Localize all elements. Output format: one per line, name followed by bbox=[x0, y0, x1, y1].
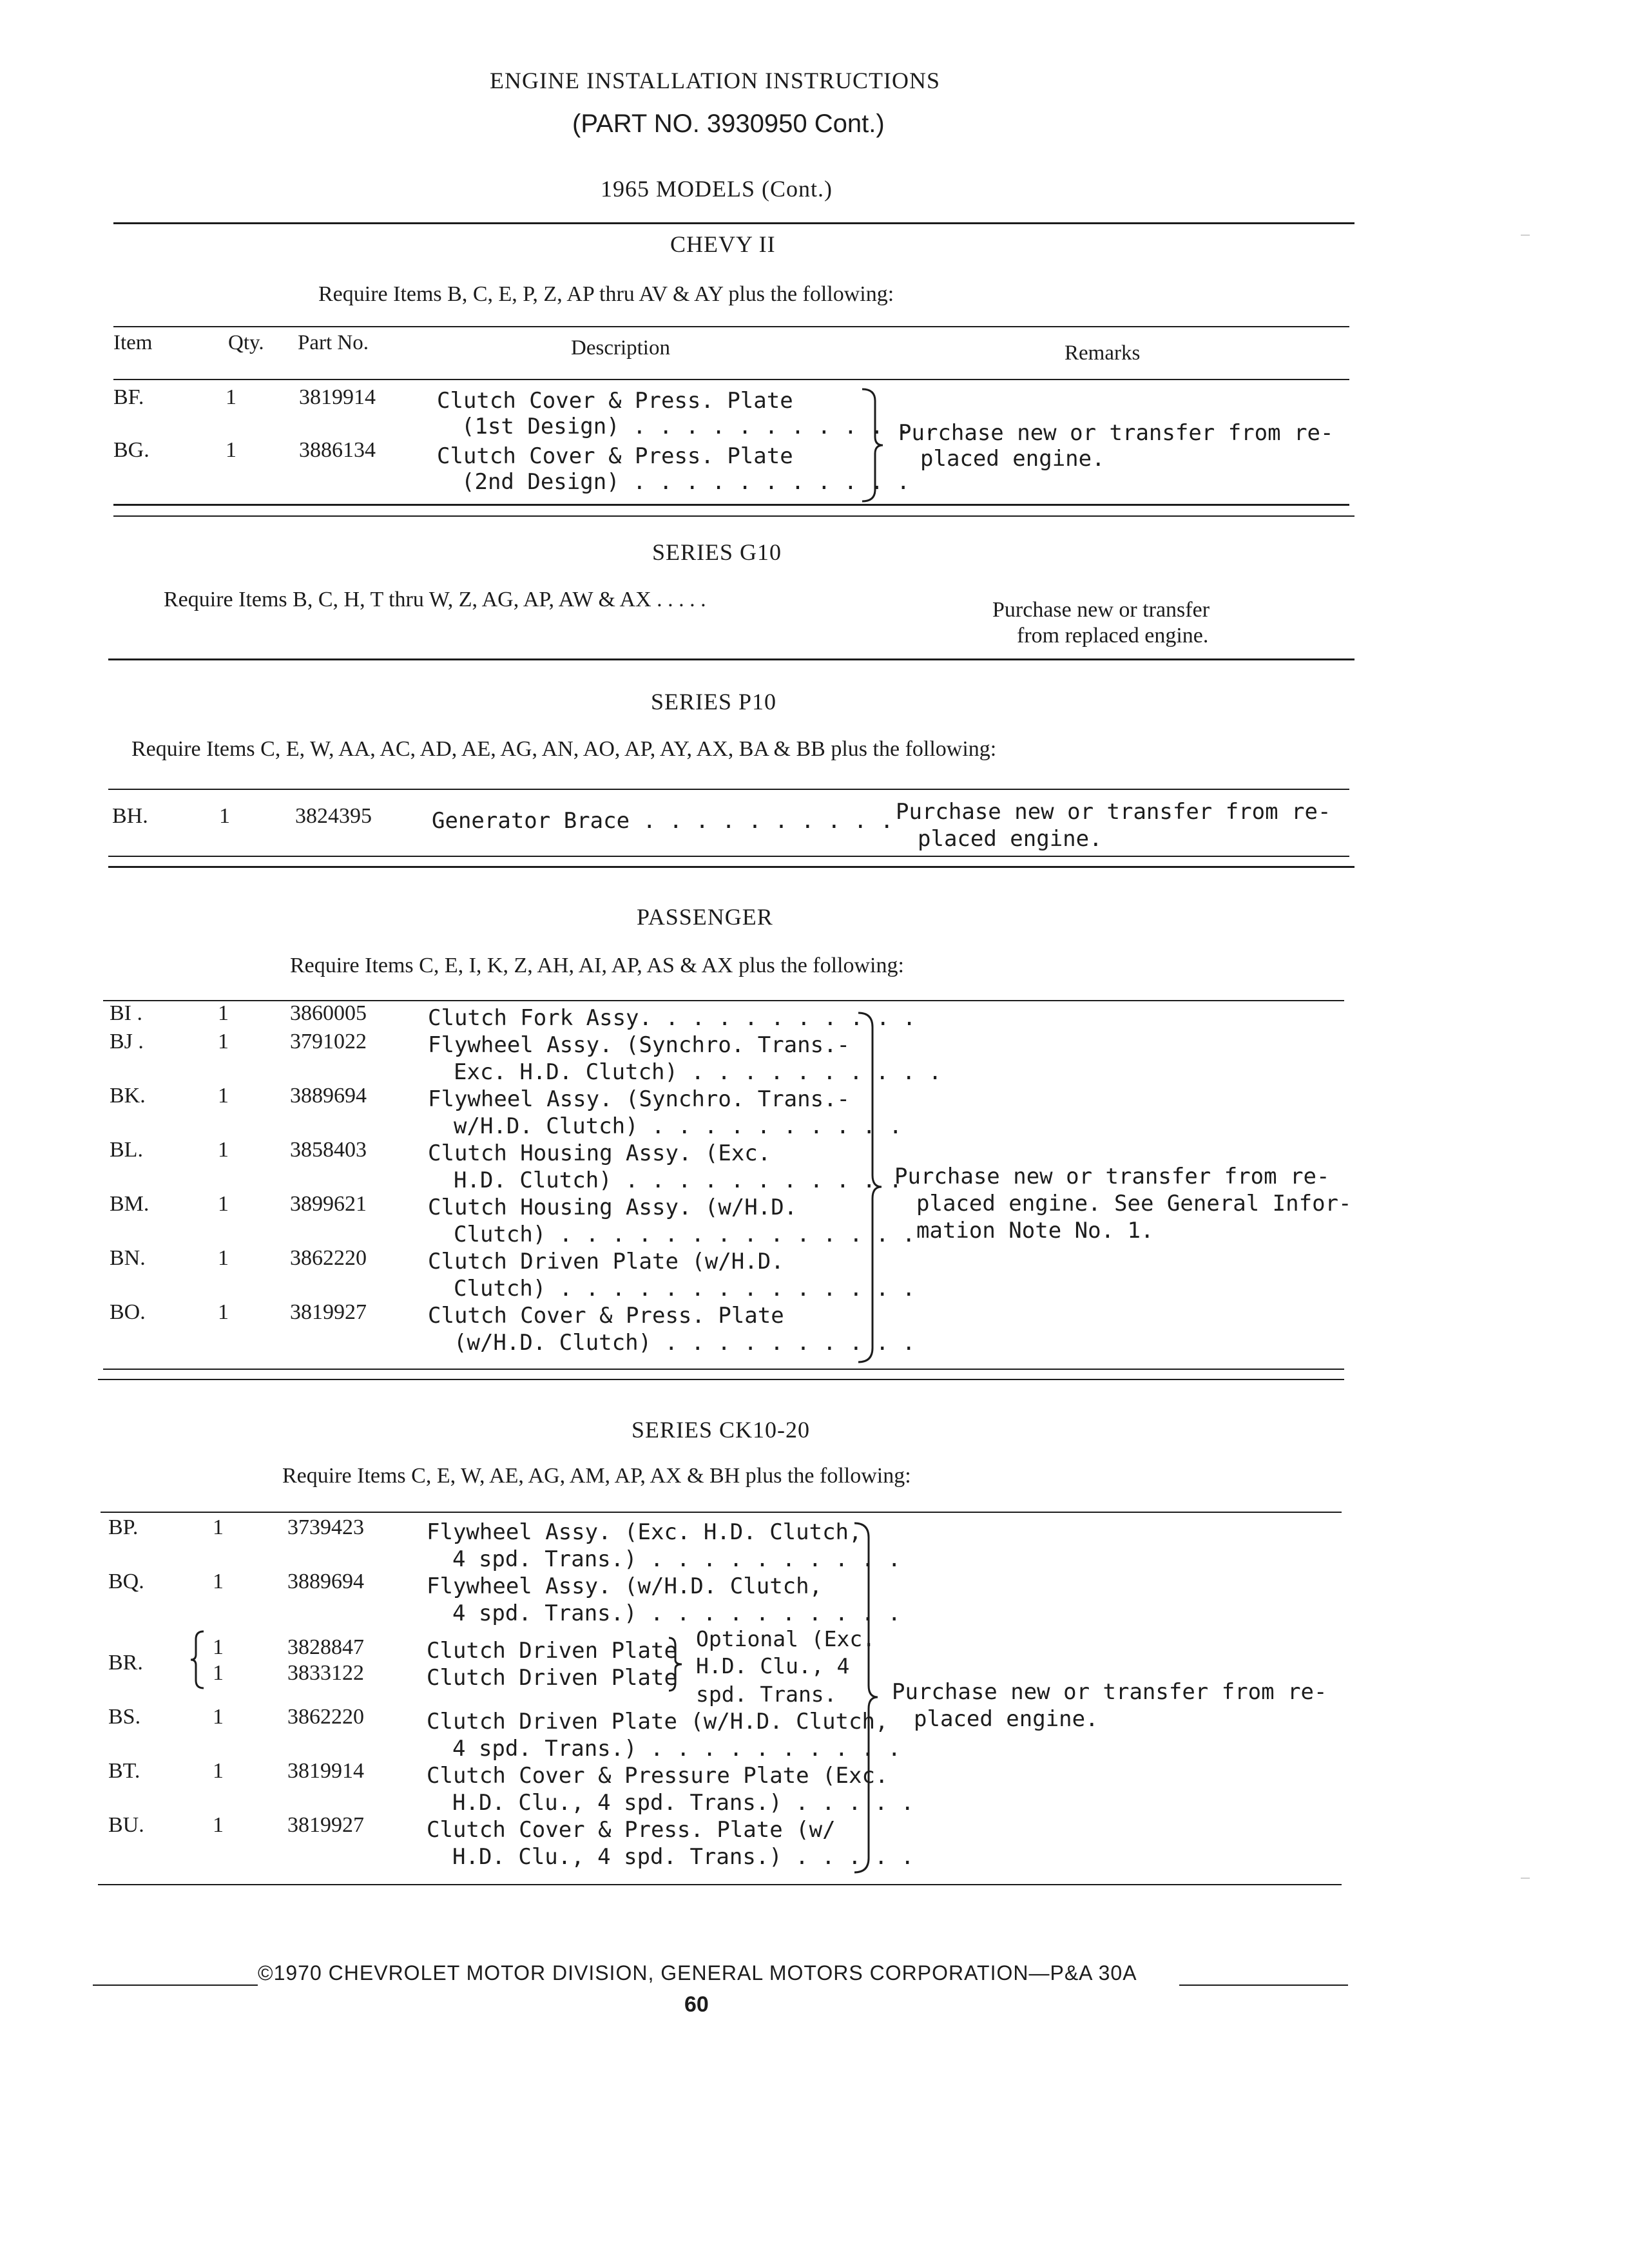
optional-note-continued: spd. Trans. bbox=[696, 1682, 837, 1707]
chevy-ii-requirements: Require Items B, C, E, P, Z, AP thru AV & AY plus the following: bbox=[318, 282, 894, 306]
item-code: BL. bbox=[110, 1138, 143, 1162]
copyright-notice: ©1970 CHEVROLET MOTOR DIVISION, GENERAL MOTORS CORPORATION—P&A 30A bbox=[258, 1961, 1137, 1984]
passenger-requirements: Require Items C, E, I, K, Z, AH, AI, AP, AS & AX plus the following: bbox=[290, 954, 904, 977]
remarks: Purchase new or transfer bbox=[992, 598, 1210, 622]
grouping-brace bbox=[856, 1012, 884, 1363]
g10-requirements: Require Items B, C, H, T thru W, Z, AG, AP, AW & AX . . . . . bbox=[164, 588, 706, 611]
quantity: 1 bbox=[213, 1570, 224, 1593]
item-code: BQ. bbox=[108, 1570, 144, 1593]
description: Flywheel Assy. (Synchro. Trans.- bbox=[428, 1032, 851, 1058]
quantity: 1 bbox=[213, 1635, 224, 1659]
section-title-p10: SERIES P10 bbox=[651, 689, 777, 715]
part-number: 3886134 bbox=[299, 438, 376, 462]
item-code: BI . bbox=[110, 1001, 142, 1025]
quantity: 1 bbox=[218, 1192, 229, 1216]
remarks-continued: mation Note No. 1. bbox=[916, 1218, 1154, 1244]
description: Clutch Cover & Press. Plate (w/ bbox=[427, 1817, 836, 1843]
part-number: 3889694 bbox=[287, 1570, 364, 1593]
part-number: 3899621 bbox=[290, 1192, 367, 1216]
p10-requirements: Require Items C, E, W, AA, AC, AD, AE, AG, AN, AO, AP, AY, AX, BA & BB plus the following: bbox=[131, 737, 997, 761]
quantity: 1 bbox=[213, 1661, 224, 1685]
item-code: BF. bbox=[113, 385, 144, 409]
table-rule bbox=[113, 326, 1349, 327]
description-continued: H.D. Clu., 4 spd. Trans.) . . . . . bbox=[452, 1844, 914, 1870]
description-continued: (1st Design) . . . . . . . . . . . . bbox=[461, 414, 936, 439]
item-code: BT. bbox=[108, 1759, 140, 1783]
section-divider bbox=[98, 1884, 1342, 1885]
description-continued: w/H.D. Clutch) . . . . . . . . . . bbox=[454, 1113, 902, 1139]
part-number: 3791022 bbox=[290, 1030, 367, 1053]
description-continued: H.D. Clu., 4 spd. Trans.) . . . . . bbox=[452, 1790, 914, 1816]
remarks: Purchase new or transfer from re- bbox=[896, 799, 1331, 825]
table-rule bbox=[108, 789, 1349, 790]
remarks-continued: placed engine. bbox=[918, 826, 1103, 852]
grouping-brace bbox=[852, 1522, 880, 1874]
description: Clutch Fork Assy. . . . . . . . . . . bbox=[428, 1005, 916, 1031]
scan-mark bbox=[1521, 235, 1530, 236]
footer-rule-right bbox=[1179, 1984, 1348, 1986]
quantity: 1 bbox=[218, 1001, 229, 1025]
quantity: 1 bbox=[213, 1705, 224, 1729]
description: Clutch Housing Assy. (w/H.D. bbox=[428, 1195, 798, 1220]
item-code: BM. bbox=[110, 1192, 149, 1216]
remarks-continued: placed engine. bbox=[914, 1706, 1099, 1732]
item-code: BN. bbox=[110, 1246, 146, 1270]
quantity: 1 bbox=[219, 804, 230, 828]
part-number: 3862220 bbox=[287, 1705, 364, 1729]
part-number: 3739423 bbox=[287, 1515, 364, 1539]
optional-note: Optional (Exc. bbox=[696, 1626, 876, 1651]
remarks: Purchase new or transfer from re- bbox=[894, 1164, 1330, 1189]
section-divider bbox=[113, 222, 1354, 224]
part-number: 3819927 bbox=[290, 1300, 367, 1324]
part-number: 3824395 bbox=[295, 804, 372, 828]
description: Clutch Driven Plate (w/H.D. bbox=[428, 1249, 784, 1274]
description: Generator Brace . . . . . . . . . . bbox=[432, 808, 894, 834]
part-number: 3858403 bbox=[290, 1138, 367, 1162]
section-title-chevy-ii: CHEVY II bbox=[670, 231, 776, 257]
description-continued: Clutch) . . . . . . . . . . . . . . bbox=[454, 1222, 916, 1247]
part-number: 3833122 bbox=[287, 1661, 364, 1685]
quantity: 1 bbox=[218, 1246, 229, 1270]
section-divider bbox=[108, 658, 1354, 660]
description: Flywheel Assy. (w/H.D. Clutch, bbox=[427, 1573, 823, 1599]
models-heading: 1965 MODELS (Cont.) bbox=[601, 176, 833, 202]
description: Clutch Cover & Press. Plate bbox=[428, 1303, 784, 1329]
page-number: 60 bbox=[684, 1992, 709, 2017]
item-code: BU. bbox=[108, 1813, 144, 1837]
quantity: 1 bbox=[213, 1813, 224, 1837]
item-code: BH. bbox=[112, 804, 148, 828]
item-code: BO. bbox=[110, 1300, 146, 1324]
description-continued: (2nd Design) . . . . . . . . . . . bbox=[461, 469, 910, 495]
column-header-remarks: Remarks bbox=[1065, 341, 1141, 365]
part-number: 3862220 bbox=[290, 1246, 367, 1270]
item-code: BR. bbox=[108, 1651, 143, 1675]
column-header-qty: Qty. bbox=[228, 331, 264, 354]
section-divider bbox=[113, 504, 1349, 506]
part-number: 3819914 bbox=[299, 385, 376, 409]
section-divider bbox=[108, 856, 1349, 857]
description: Clutch Cover & Pressure Plate (Exc. bbox=[427, 1763, 889, 1789]
part-number: 3889694 bbox=[290, 1084, 367, 1108]
section-title-passenger: PASSENGER bbox=[637, 904, 773, 930]
description-continued: (w/H.D. Clutch) . . . . . . . . . . bbox=[454, 1330, 916, 1356]
remarks: Purchase new or transfer from re- bbox=[898, 420, 1334, 446]
remarks-continued: from replaced engine. bbox=[1017, 624, 1209, 648]
description: Clutch Cover & Press. Plate bbox=[437, 388, 793, 414]
section-divider bbox=[113, 515, 1354, 517]
table-rule bbox=[101, 1512, 1342, 1513]
quantity: 1 bbox=[226, 438, 236, 462]
remarks: Purchase new or transfer from re- bbox=[892, 1679, 1327, 1705]
description: Clutch Driven Plate (w/H.D. Clutch, bbox=[427, 1709, 889, 1735]
section-title-ck10-20: SERIES CK10-20 bbox=[631, 1417, 811, 1443]
description: Clutch Housing Assy. (Exc. bbox=[428, 1140, 771, 1166]
table-rule bbox=[113, 379, 1349, 380]
description: Flywheel Assy. (Exc. H.D. Clutch, bbox=[427, 1519, 862, 1545]
quantity: 1 bbox=[226, 385, 236, 409]
column-header-item: Item bbox=[113, 331, 153, 354]
section-divider bbox=[103, 1369, 1344, 1370]
item-code: BS. bbox=[108, 1705, 141, 1729]
table-rule bbox=[103, 1000, 1344, 1001]
part-number: 3860005 bbox=[290, 1001, 367, 1025]
section-title-g10: SERIES G10 bbox=[652, 539, 782, 565]
description-continued: 4 spd. Trans.) . . . . . . . . . . bbox=[452, 1600, 901, 1626]
section-divider bbox=[108, 866, 1354, 868]
item-code: BK. bbox=[110, 1084, 146, 1108]
part-number-heading: (PART NO. 3930950 Cont.) bbox=[572, 110, 885, 138]
description: Clutch Driven Plate bbox=[427, 1665, 677, 1691]
part-number: 3819914 bbox=[287, 1759, 364, 1783]
description-continued: Exc. H.D. Clutch) . . . . . . . . . . bbox=[454, 1059, 942, 1085]
grouping-brace bbox=[860, 388, 885, 503]
remarks-continued: placed engine. See General Infor- bbox=[916, 1191, 1352, 1216]
quantity-brace bbox=[189, 1630, 206, 1689]
description-continued: 4 spd. Trans.) . . . . . . . . . . bbox=[452, 1546, 901, 1572]
quantity: 1 bbox=[218, 1084, 229, 1108]
scan-mark bbox=[1521, 1878, 1530, 1879]
ck10-20-requirements: Require Items C, E, W, AE, AG, AM, AP, AX & BH plus the following: bbox=[282, 1464, 911, 1488]
optional-brace bbox=[668, 1637, 683, 1692]
description-continued: Clutch) . . . . . . . . . . . . . . bbox=[454, 1276, 916, 1302]
description: Clutch Cover & Press. Plate bbox=[437, 443, 793, 469]
quantity: 1 bbox=[213, 1759, 224, 1783]
quantity: 1 bbox=[218, 1300, 229, 1324]
footer-rule-left bbox=[93, 1984, 258, 1986]
quantity: 1 bbox=[218, 1030, 229, 1053]
quantity: 1 bbox=[213, 1515, 224, 1539]
section-divider bbox=[98, 1379, 1344, 1380]
document-title: ENGINE INSTALLATION INSTRUCTIONS bbox=[490, 68, 941, 93]
column-header-part-no: Part No. bbox=[298, 331, 369, 354]
description: Flywheel Assy. (Synchro. Trans.- bbox=[428, 1086, 851, 1112]
description-continued: H.D. Clutch) . . . . . . . . . . . bbox=[454, 1168, 902, 1193]
optional-note-continued: H.D. Clu., 4 bbox=[696, 1653, 850, 1678]
part-number: 3828847 bbox=[287, 1635, 364, 1659]
description-continued: 4 spd. Trans.) . . . . . . . . . . bbox=[452, 1736, 901, 1762]
item-code: BP. bbox=[108, 1515, 139, 1539]
column-header-description: Description bbox=[571, 336, 670, 360]
description: Clutch Driven Plate bbox=[427, 1638, 677, 1664]
item-code: BJ . bbox=[110, 1030, 144, 1053]
item-code: BG. bbox=[113, 438, 149, 462]
part-number: 3819927 bbox=[287, 1813, 364, 1837]
remarks-continued: placed engine. bbox=[920, 446, 1105, 472]
quantity: 1 bbox=[218, 1138, 229, 1162]
